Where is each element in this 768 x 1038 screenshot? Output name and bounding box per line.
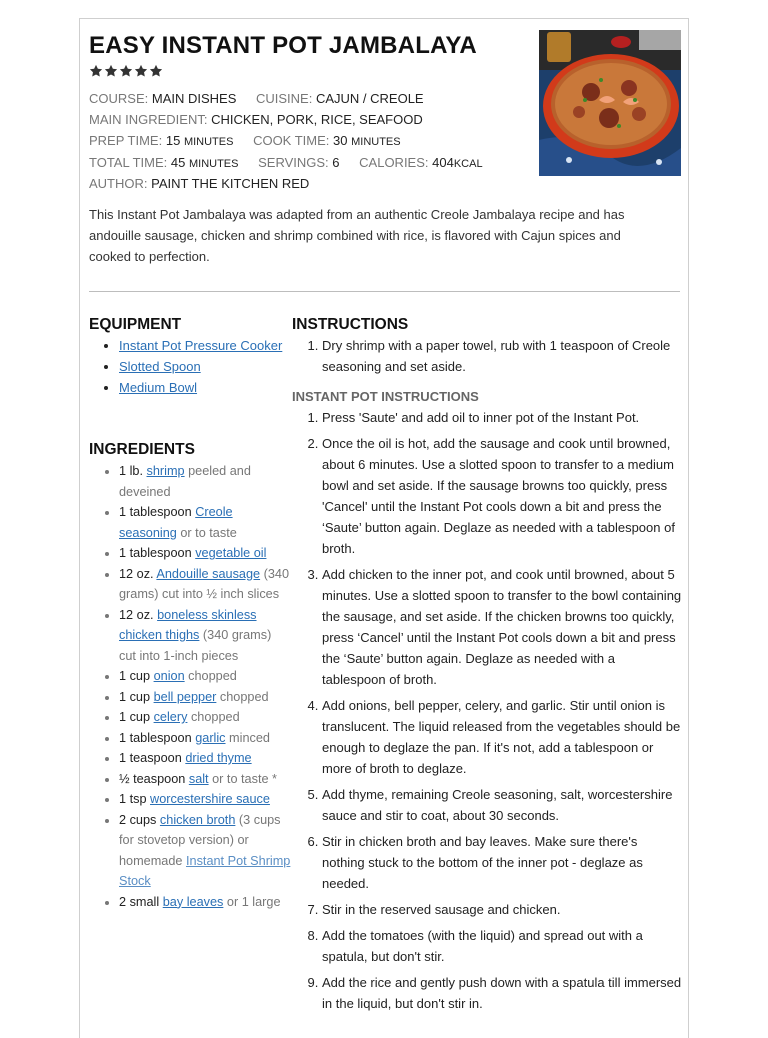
- instruction-step: 6. Stir in chicken broth and bay leaves. Make sure there's nothing stuck to the bottom of the inner pot - deglaze as needed.: [322, 831, 682, 894]
- cuisine-label: CUISINE:: [256, 91, 313, 106]
- ingredient-note: chopped: [184, 669, 237, 683]
- ingredient-item: [119, 605, 291, 667]
- equipment-link[interactable]: Instant Pot Pressure Cooker: [119, 338, 283, 353]
- ingredient-qty: 1 cup: [119, 669, 151, 683]
- ingredient-link[interactable]: worcestershire sauce: [150, 792, 270, 806]
- main-ingredient-label: MAIN INGREDIENT:: [89, 112, 208, 127]
- ingredient-note: (3 cups for stovetop version) or homemade: [119, 812, 281, 868]
- instructions-heading: INSTRUCTIONS: [292, 316, 409, 333]
- total-time-label: TOTAL TIME:: [89, 155, 168, 170]
- instruction-step: 9. Add the rice and gently push down with a spatula till immersed in the liquid, but don't stir in.: [322, 972, 682, 1014]
- ingredient-qty: 1 lb.: [119, 464, 143, 478]
- main-ingredient-value: CHICKEN, PORK, RICE, SEAFOOD: [211, 112, 423, 127]
- ingredient-item: [119, 748, 291, 769]
- ingredient-qty: 2 small: [119, 894, 160, 909]
- ingredient-item: [119, 687, 291, 708]
- total-time-unit: MINUTES: [188, 158, 239, 170]
- prep-steps-list: [292, 335, 682, 382]
- cook-time-label: COOK TIME:: [253, 133, 330, 148]
- ingredient-qty: 1 cup: [119, 689, 151, 704]
- instruction-steps-list: [292, 407, 682, 1019]
- list-item: [119, 377, 291, 398]
- meta-total: [89, 155, 483, 170]
- ingredient-qty: 1 teaspoon: [119, 751, 182, 765]
- ingredient-link[interactable]: Creole seasoning: [119, 505, 233, 540]
- recipe-card: [79, 18, 689, 1038]
- instruction-step: 8. Add the tomatoes (with the liquid) and spread out with a spatula, but don't stir.: [322, 925, 682, 967]
- course-value: MAIN DISHES: [151, 91, 237, 106]
- instruction-step: 7. Stir in the reserved sausage and chicken.: [322, 899, 682, 920]
- ingredient-item: [119, 789, 291, 810]
- instruction-step: 1. Dry shrimp with a paper towel, rub with 1 teaspoon of Creole seasoning and set aside.: [322, 335, 682, 377]
- star-icon[interactable]: [89, 64, 103, 78]
- ingredient-link[interactable]: celery: [153, 710, 188, 724]
- ingredient-item: [119, 810, 291, 892]
- ingredient-link[interactable]: bell pepper: [153, 689, 217, 704]
- meta-course-cuisine: [89, 91, 424, 106]
- section-divider: [89, 291, 680, 292]
- cook-time-unit: MINUTES: [351, 136, 401, 148]
- servings-label: SERVINGS:: [258, 155, 329, 170]
- ingredients-list: [89, 461, 291, 912]
- ingredient-link[interactable]: garlic: [195, 730, 226, 745]
- meta-author: [89, 176, 309, 191]
- ingredient-note: or to taste: [176, 525, 237, 540]
- ingredient-item: [119, 892, 291, 913]
- ingredient-link[interactable]: salt: [188, 771, 209, 786]
- instruction-step: 5. Add thyme, remaining Creole seasoning, salt, worcestershire sauce and stir to coat, about 30 seconds.: [322, 784, 682, 826]
- prep-time-value: 15: [165, 133, 181, 148]
- ingredient-note: chopped: [187, 710, 240, 724]
- calories-value: 404: [432, 155, 454, 170]
- ingredient-note: minced: [225, 730, 270, 745]
- equipment-link[interactable]: Medium Bowl: [119, 380, 198, 395]
- ingredient-link[interactable]: dried thyme: [185, 751, 252, 765]
- total-time-value: 45: [170, 155, 186, 170]
- prep-time-label: PREP TIME:: [89, 133, 163, 148]
- ingredient-item: [119, 543, 291, 564]
- star-icon[interactable]: [149, 64, 163, 78]
- course-label: COURSE:: [89, 91, 149, 106]
- ingredient-note: (340 grams) cut into 1-inch pieces: [119, 628, 272, 663]
- ingredient-qty: 1 tablespoon: [119, 730, 192, 745]
- jambalaya-bowl-image: [539, 30, 681, 176]
- ingredient-item: [119, 666, 291, 687]
- meta-main-ingredient: [89, 112, 423, 127]
- shrimp-stock-link[interactable]: Instant Pot Shrimp Stock: [119, 853, 291, 888]
- star-icon[interactable]: [119, 64, 133, 78]
- recipe-title: EASY INSTANT POT JAMBALAYA: [89, 32, 477, 59]
- star-icon[interactable]: [134, 64, 148, 78]
- ingredient-qty: 1 tablespoon: [119, 546, 192, 560]
- instruction-step: 4. Add onions, bell pepper, celery, and garlic. Stir until onion is translucent. The liquid released from the vegetables should be enough to deglaze the pan. If it's not, add a tablespoon or more of broth to deglaze.: [322, 695, 682, 779]
- ingredient-qty: 1 tablespoon: [119, 505, 192, 519]
- ingredient-link[interactable]: vegetable oil: [195, 546, 267, 560]
- author-value: PAINT THE KITCHEN RED: [151, 176, 310, 191]
- ingredient-qty: 1 tsp: [119, 792, 147, 806]
- calories-unit: KCAL: [453, 158, 483, 170]
- list-item: [119, 356, 291, 377]
- ingredient-qty: ½ teaspoon: [119, 771, 186, 786]
- calories-label: CALORIES:: [359, 155, 429, 170]
- equipment-link[interactable]: Slotted Spoon: [119, 359, 201, 374]
- ingredient-item: [119, 502, 291, 543]
- instruction-step: 3. Add chicken to the inner pot, and cook until browned, about 5 minutes. Use a slotted spoon to transfer to the bowl containing the sausage, and set aside. If the chicken browns too quickly, press ‘Cancel’ until the Instant Pot cools down a bit and press the ‘Saute’ button again. Deglaze as needed with a tablespoon of broth.: [322, 564, 682, 690]
- ingredient-note: or 1 large: [223, 894, 281, 909]
- equipment-heading: EQUIPMENT: [89, 316, 182, 333]
- cook-time-value: 30: [333, 133, 348, 148]
- ingredient-link[interactable]: Andouille sausage: [156, 566, 261, 581]
- ingredient-item: [119, 769, 291, 790]
- ingredient-note: or to taste *: [208, 771, 277, 786]
- ingredient-qty: 2 cups: [119, 812, 157, 827]
- cuisine-value: CAJUN / CREOLE: [315, 91, 424, 106]
- instruction-step: 2. Once the oil is hot, add the sausage and cook until browned, about 6 minutes. Use a slotted spoon to transfer to a medium bowl and set aside. If the sausage browns too quickly, press 'Cancel' until the Instant Pot cools down a bit and press the ‘Saute’ button again. Deglaze as needed with a tablespoon of broth.: [322, 433, 682, 559]
- ingredient-note: (340 grams) cut into ½ inch slices: [119, 566, 290, 601]
- ingredient-item: [119, 564, 291, 605]
- ingredient-qty: 12 oz.: [119, 607, 154, 622]
- ingredients-heading: INGREDIENTS: [89, 441, 195, 458]
- ingredient-note: chopped: [216, 689, 269, 704]
- author-label: AUTHOR:: [89, 176, 148, 191]
- prep-time-unit: MINUTES: [183, 136, 234, 148]
- star-rating[interactable]: [89, 64, 163, 78]
- recipe-photo: [539, 30, 681, 176]
- recipe-description: This Instant Pot Jambalaya was adapted from an authentic Creole Jambalaya recipe and has andouille sausage, chicken and shrimp combined with rice, is flavored with Cajun spices and cooked to perfection.: [89, 207, 625, 264]
- instant-pot-subheading: INSTANT POT INSTRUCTIONS: [292, 389, 479, 404]
- ingredient-item: [119, 707, 291, 728]
- ingredient-link[interactable]: chicken broth: [159, 812, 236, 827]
- ingredient-item: [119, 461, 291, 502]
- ingredient-link[interactable]: boneless skinless chicken thighs: [119, 607, 257, 642]
- ingredient-item: [119, 728, 291, 749]
- meta-times: [89, 133, 401, 148]
- ingredient-link[interactable]: onion: [153, 669, 185, 683]
- list-item: [119, 335, 291, 356]
- servings-value: 6: [332, 155, 340, 170]
- star-icon[interactable]: [104, 64, 118, 78]
- instruction-step: 1. Press 'Saute' and add oil to inner pot of the Instant Pot.: [322, 407, 682, 428]
- ingredient-note: peeled and deveined: [119, 464, 251, 499]
- ingredient-link[interactable]: bay leaves: [162, 894, 224, 909]
- equipment-list: [89, 335, 291, 398]
- ingredient-qty: 12 oz.: [119, 566, 154, 581]
- ingredient-link[interactable]: shrimp: [146, 464, 185, 478]
- ingredient-qty: 1 cup: [119, 710, 151, 724]
